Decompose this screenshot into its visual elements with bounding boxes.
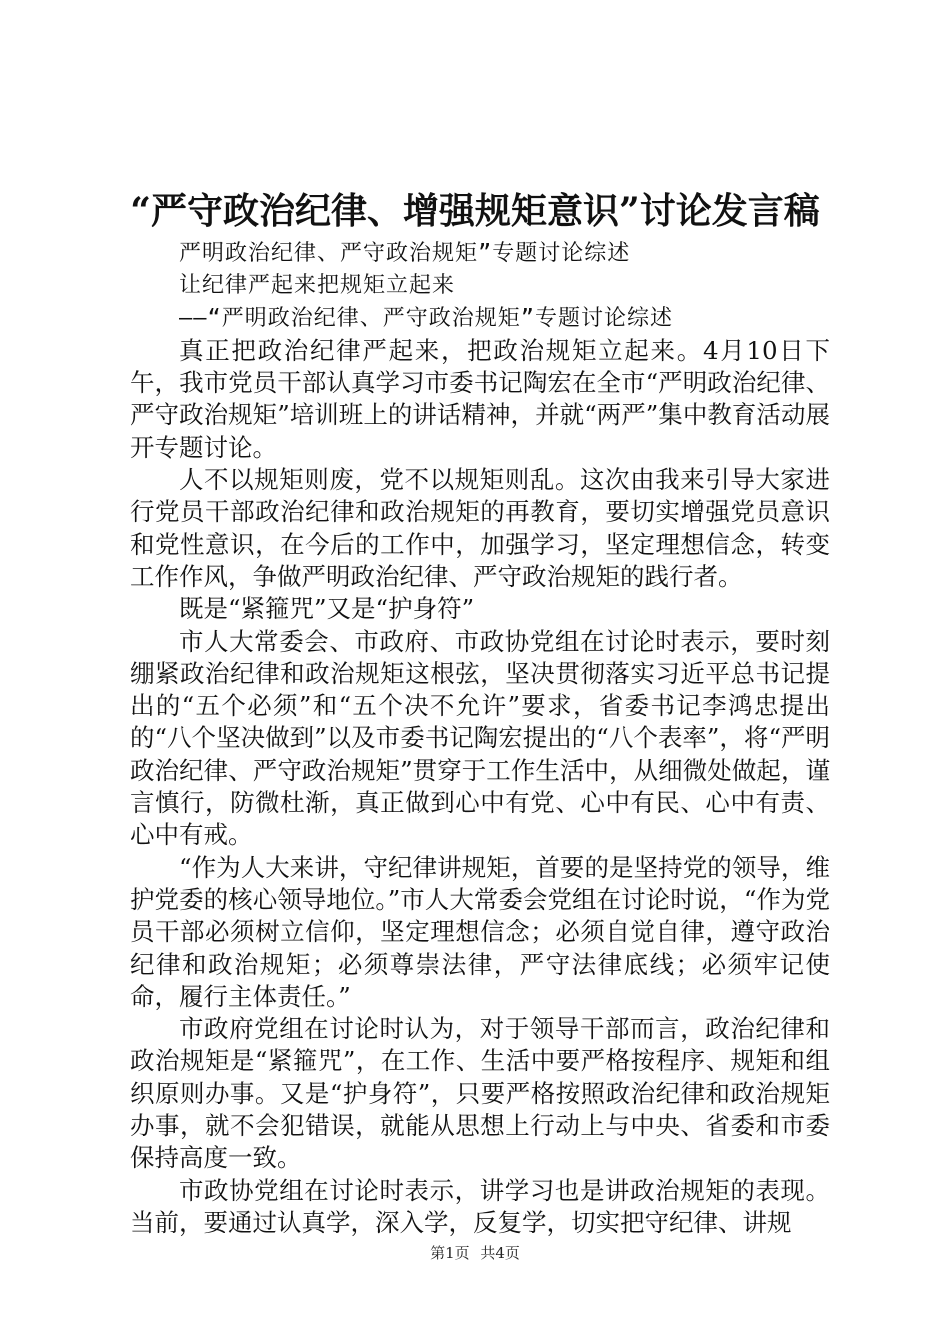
paragraph: “作为人大来讲，守纪律讲规矩，首要的是坚持党的领导，维护党委的核心领导地位。”市人大常委会党组在讨论时说，“作为党员干部必须树立信仰，坚定理想信念；必须自觉自律，遵守政治纪律和政治规矩；必须尊崇法律，严守法律底线；必须牢记使命，履行主体责任。” — [130, 852, 830, 1011]
paragraph: 市人大常委会、市政府、市政协党组在讨论时表示，要时刻绷紧政治纪律和政治规矩这根弦，坚决贯彻落实习近平总书记提出的“五个必须”和“五个决不允许”要求，省委书记李鸿忠提出的“八个坚决做到”以及市委书记陶宏提出的“八个表率”，将“严明政治纪律、严守政治规矩”贯穿于工作生活中，从细微处做起，谨言慎行，防微杜渐，真正做到心中有党、心中有民、心中有责、心中有戒。 — [130, 626, 830, 850]
paragraph: 市政协党组在讨论时表示，讲学习也是讲政治规矩的表现。当前，要通过认真学，深入学，反复学，切实把守纪律、讲规 — [130, 1175, 830, 1237]
paragraph: 严明政治纪律、严守政治规矩”专题讨论综述 — [179, 241, 631, 266]
paragraph: 让纪律严起来把规矩立起来 — [179, 273, 456, 299]
page-number: 第1页 — [430, 1244, 470, 1262]
paragraph: ——“严明政治纪律、严守政治规矩”专题讨论综述 — [179, 305, 673, 331]
section-heading: 既是“紧箍咒”又是“护身符” — [179, 594, 475, 624]
page-footer — [0, 1243, 950, 1263]
paragraph: 真正把政治纪律严起来，把政治规矩立起来。4月10日下午，我市党员干部认真学习市委书记陶宏在全市“严明政治纪律、严守政治规矩”培训班上的讲话精神，并就“两严”集中教育活动展开专题讨论。 — [130, 335, 830, 462]
document-title: “严守政治纪律、增强规矩意识”讨论发言稿 — [130, 190, 820, 232]
page-total: 共4页 — [480, 1244, 520, 1262]
paragraph: 市政府党组在讨论时认为，对于领导干部而言，政治纪律和政治规矩是“紧箍咒”，在工作、生活中要严格按程序、规矩和组织原则办事。又是“护身符”，只要严格按照政治纪律和政治规矩办事，就不会犯错误，就能从思想上行动上与中央、省委和市委保持高度一致。 — [130, 1014, 830, 1173]
paragraph: 人不以规矩则废，党不以规矩则乱。这次由我来引导大家进行党员干部政治纪律和政治规矩的再教育，要切实增强党员意识和党性意识，在今后的工作中，加强学习，坚定理想信念，转变工作作风，争做严明政治纪律、严守政治规矩的践行者。 — [130, 465, 830, 591]
document-body — [130, 238, 830, 1239]
